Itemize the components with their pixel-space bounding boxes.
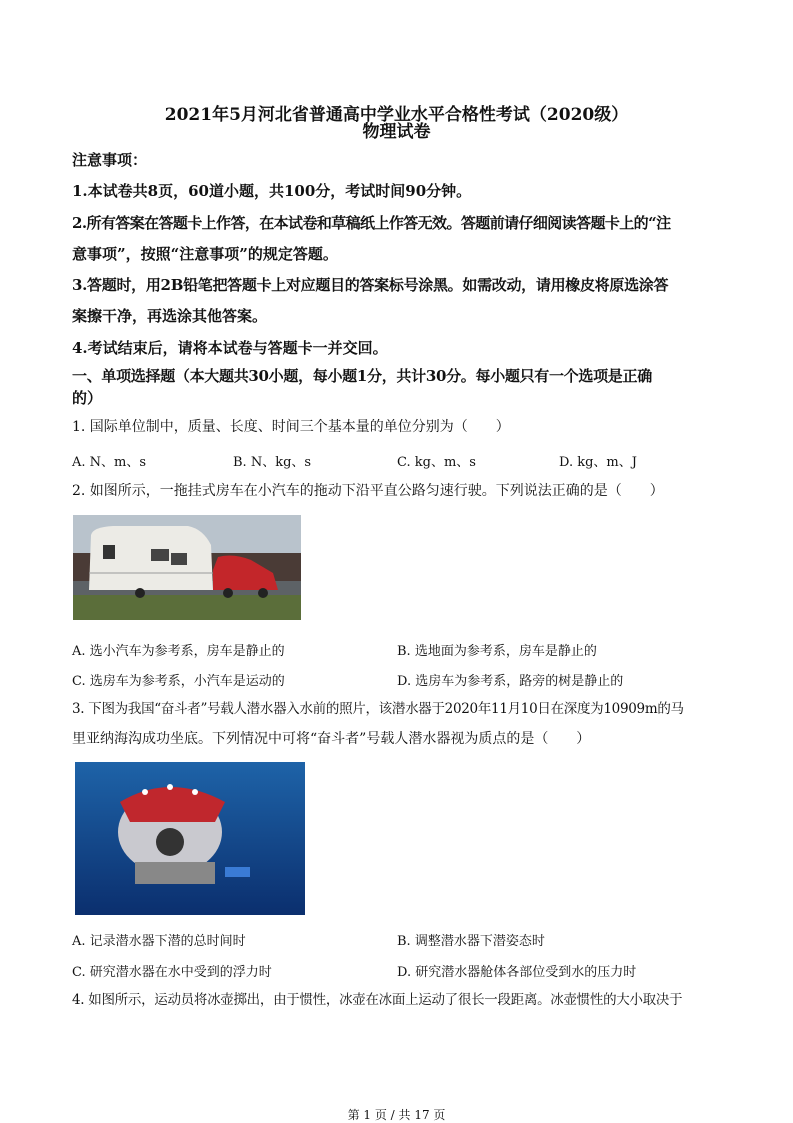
question-1-option-b: B. N、kg、s — [233, 455, 312, 470]
submersible-photo — [75, 762, 305, 915]
question-2-option-b: B. 选地面为参考系，房车是静止的 — [397, 644, 597, 659]
document-title: 2021年5月河北省普通高中学业水平合格性考试（2020级） — [164, 105, 629, 125]
question-1-option-a: A. N、m、s — [72, 455, 147, 470]
question-1-option-c: C. kg、m、s — [397, 455, 476, 470]
notice-line: 4.考试结束后，请将本试卷与答题卡一并交回。 — [72, 339, 388, 357]
notice-line: 3.答题时，用2B铅笔把答题卡上对应题目的答案标号涂黑。如需改动，请用橡皮将原选涂答 — [72, 276, 669, 294]
question-2-option-c: C. 选房车为参考系，小汽车是运动的 — [72, 674, 285, 689]
question-1-stem: 1. 国际单位制中，质量、长度、时间三个基本量的单位分别为（ ） — [72, 419, 510, 435]
page-number: 第 1 页 / 共 17 页 — [347, 1108, 446, 1122]
question-3-option-c: C. 研究潜水器在水中受到的浮力时 — [72, 965, 272, 980]
document-subtitle: 物理试卷 — [362, 122, 431, 142]
question-2-stem: 2. 如图所示，一拖挂式房车在小汽车的拖动下沿平直公路匀速行驶。下列说法正确的是（ ） — [72, 483, 664, 499]
notice-line: 案擦干净，再选涂其他答案。 — [72, 307, 268, 325]
notice-line: 意事项”，按照“注意事项”的规定答题。 — [72, 245, 338, 263]
notice-line: 2.所有答案在答题卡上作答，在本试卷和草稿纸上作答无效。答题前请仔细阅读答题卡上的“注 — [72, 214, 671, 232]
question-2-option-d: D. 选房车为参考系，路旁的树是静止的 — [397, 674, 624, 689]
question-4-stem: 4. 如图所示，运动员将冰壶掷出，由于惯性，冰壶在冰面上运动了很长一段距离。冰壶惯性的大小取决于 — [72, 992, 683, 1008]
section-heading: 一、单项选择题（本大题共30小题，每小题1分，共计30分。每小题只有一个选项是正确 — [72, 367, 652, 385]
notice-heading: 注意事项： — [72, 151, 148, 169]
question-1-option-d: D. kg、m、J — [559, 455, 637, 470]
question-2-option-a: A. 选小汽车为参考系，房车是静止的 — [72, 644, 285, 659]
question-3-option-b: B. 调整潜水器下潜姿态时 — [397, 934, 545, 949]
caravan-photo — [73, 515, 301, 620]
question-3-stem: 3. 下图为我国“奋斗者”号载人潜水器入水前的照片，该潜水器于2020年11月10日在深度为10909m的马 — [72, 701, 684, 717]
question-3-stem-cont: 里亚纳海沟成功坐底。下列情况中可将“奋斗者”号载人潜水器视为质点的是（ ） — [72, 731, 591, 747]
question-3-option-d: D. 研究潜水器舱体各部位受到水的压力时 — [397, 965, 637, 980]
notice-line: 1.本试卷共8页，60道小题，共100分，考试时间90分钟。 — [72, 182, 472, 200]
question-3-option-a: A. 记录潜水器下潜的总时间时 — [72, 934, 246, 949]
section-heading-cont: 的） — [72, 389, 103, 407]
